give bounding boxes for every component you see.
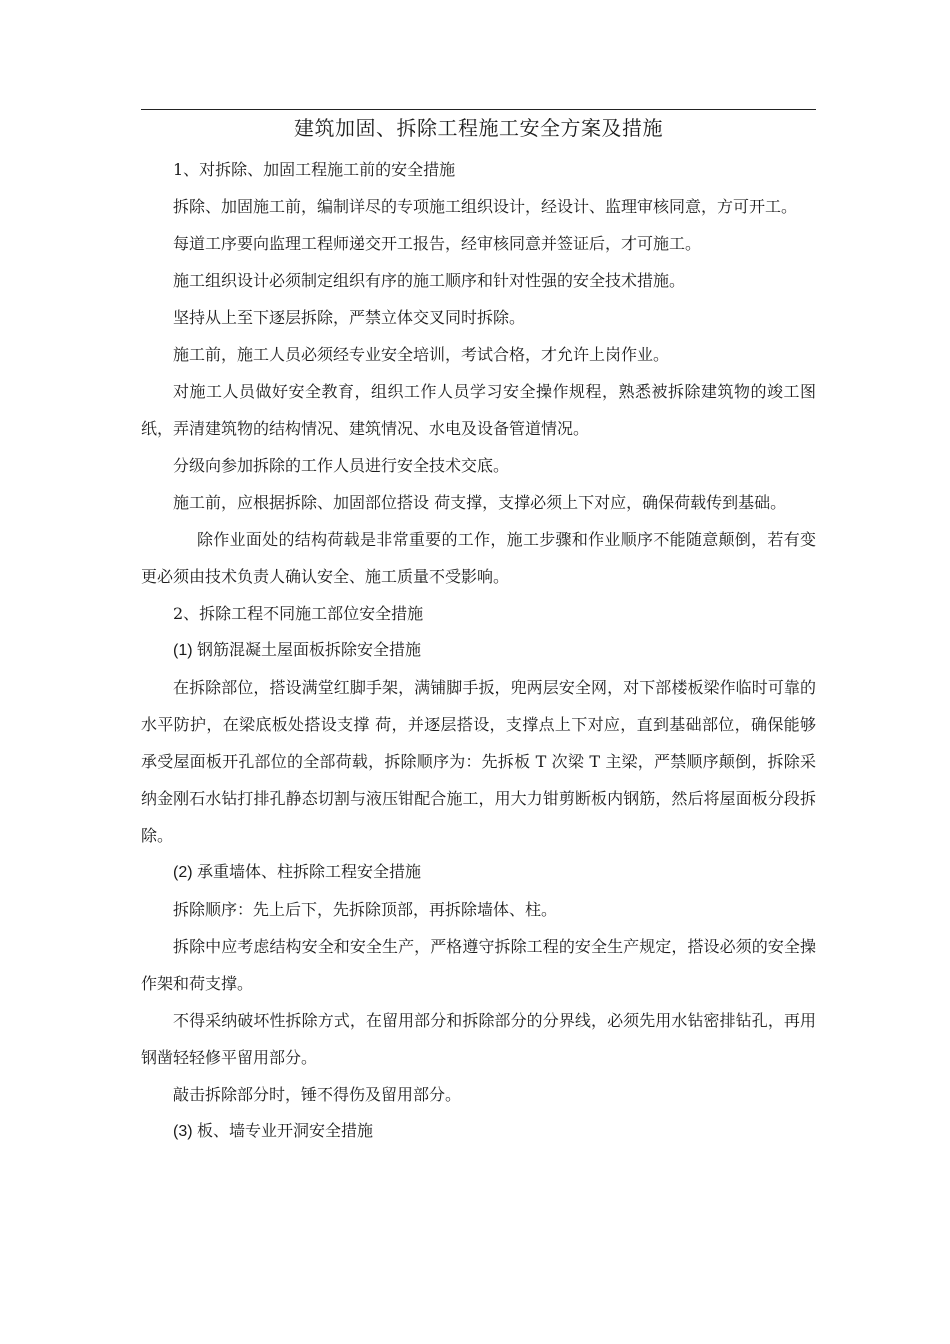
paragraph: 施工前，施工人员必须经专业安全培训，考试合格，才允许上岗作业。 <box>173 345 670 364</box>
paragraph: 拆除、加固施工前，编制详尽的专项施工组织设计，经设计、监理审核同意，方可开工。 <box>173 197 798 216</box>
paragraph: 除作业面处的结构荷载是非常重要的工作，施工步骤和作业顺序不能随意颠倒，若有变更必须由技术负责人确认安全、施工质量不受影响。 <box>141 530 816 586</box>
subsection-heading: (3) 板、墙专业开洞安全措施 <box>173 1123 374 1140</box>
paragraph: 施工前，应根据拆除、加固部位搭设 荷支撑，支撑必须上下对应，确保荷载传到基础。 <box>173 493 787 512</box>
paragraph: 分级向参加拆除的工作人员进行安全技术交底。 <box>173 456 510 475</box>
paragraph: 每道工序要向监理工程师递交开工报告，经审核同意并签证后，才可施工。 <box>173 234 702 253</box>
paragraph: 拆除顺序：先上后下，先拆除顶部，再拆除墙体、柱。 <box>173 900 558 919</box>
paragraph: 对施工人员做好安全教育，组织工作人员学习安全操作规程，熟悉被拆除建筑物的竣工图纸，弄清建筑物的结构情况、建筑情况、水电及设备管道情况。 <box>141 382 816 438</box>
paragraph: 不得采纳破坏性拆除方式，在留用部分和拆除部分的分界线，必须先用水钻密排钻孔，再用钢凿轻轻修平留用部分。 <box>141 1011 816 1067</box>
paragraph: 拆除中应考虑结构安全和安全生产，严格遵守拆除工程的安全生产规定，搭设必须的安全操作架和荷支撑。 <box>141 937 816 993</box>
paragraph: 坚持从上至下逐层拆除，严禁立体交叉同时拆除。 <box>173 308 526 327</box>
document-body <box>141 151 816 1150</box>
section-heading: 2、拆除工程不同施工部位安全措施 <box>173 604 424 623</box>
document-title: 建筑加固、拆除工程施工安全方案及措施 <box>294 116 663 140</box>
paragraph: 施工组织设计必须制定组织有序的施工顺序和针对性强的安全技术措施。 <box>173 271 686 290</box>
paragraph: 敲击拆除部分时，锤不得伤及留用部分。 <box>173 1085 462 1104</box>
section-heading: 1、对拆除、加固工程施工前的安全措施 <box>173 160 456 179</box>
paragraph: 在拆除部位，搭设满堂红脚手架，满铺脚手扳，兜两层安全网，对下部楼板梁作临时可靠的水平防护，在梁底板处搭设支撑 荷，并逐层搭设，支撑点上下对应，直到基础部位，确保能够承受屋面板开孔部位的全部荷载，拆除顺序为：先拆板 T 次梁 T 主梁，严禁顺序颠倒，拆除采纳金刚石水钻打排孔静态切割与液压钳配合施工，用大力钳剪断板内钢筋，然后将屋面板分段拆除。 <box>141 678 816 845</box>
subsection-heading: (2) 承重墙体、柱拆除工程安全措施 <box>173 864 422 881</box>
header-rule <box>141 109 816 110</box>
subsection-heading: (1) 钢筋混凝土屋面板拆除安全措施 <box>173 642 422 659</box>
